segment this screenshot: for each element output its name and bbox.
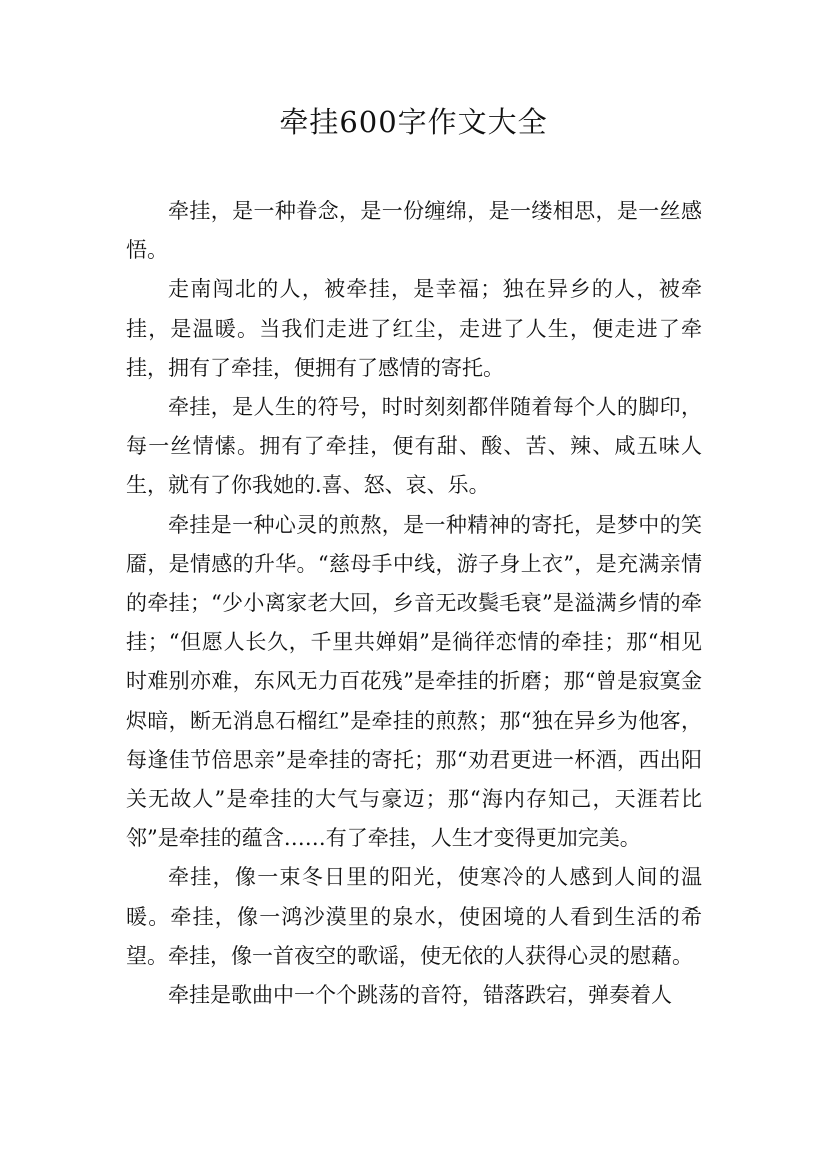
paragraph: 走南闯北的人，被牵挂，是幸福；独在异乡的人，被牵挂，是温暖。当我们走进了红尘，走进了人生，便走进了牵挂，拥有了牵挂，便拥有了感情的寄托。	[126, 277, 702, 380]
document-title: 牵挂600字作文大全	[279, 105, 548, 139]
paragraph: 牵挂是一种心灵的煎熬，是一种精神的寄托，是梦中的笑靥，是情感的升华。“慈母手中线，游子身上衣”，是充满亲情的牵挂；“少小离家老大回，乡音无改鬓毛衰”是溢满乡情的牵挂；“但愿人长久，千里共婵娟”是徜徉恋情的牵挂；那“相见时难别亦难，东风无力百花残”是牵挂的折磨；那“曾是寂寞金烬暗，断无消息石榴红”是牵挂的煎熬；那“独在异乡为他客，每逢佳节倍思亲”是牵挂的寄托；那“劝君更进一杯酒，西出阳关无故人”是牵挂的大气与豪迈；那“海内存知己，天涯若比邻”是牵挂的蕴含……有了牵挂，人生才变得更加完美。	[126, 512, 702, 851]
paragraph: 牵挂，是一种眷念，是一份缠绵，是一缕相思，是一丝感悟。	[126, 199, 702, 263]
paragraph: 牵挂，像一束冬日里的阳光，使寒冷的人感到人间的温暖。牵挂，像一鸿沙漠里的泉水，使困境的人看到生活的希望。牵挂，像一首夜空的歌谣，使无依的人获得心灵的慰藉。	[126, 865, 702, 968]
paragraph: 牵挂是歌曲中一个个跳荡的音符，错落跌宕，弹奏着人	[168, 983, 672, 1008]
paragraph: 牵挂，是人生的符号，时时刻刻都伴随着每个人的脚印，每一丝情愫。拥有了牵挂，便有甜、酸、苦、辣、咸五味人生，就有了你我她的.喜、怒、哀、乐。	[126, 395, 702, 498]
document-body	[126, 192, 702, 1015]
